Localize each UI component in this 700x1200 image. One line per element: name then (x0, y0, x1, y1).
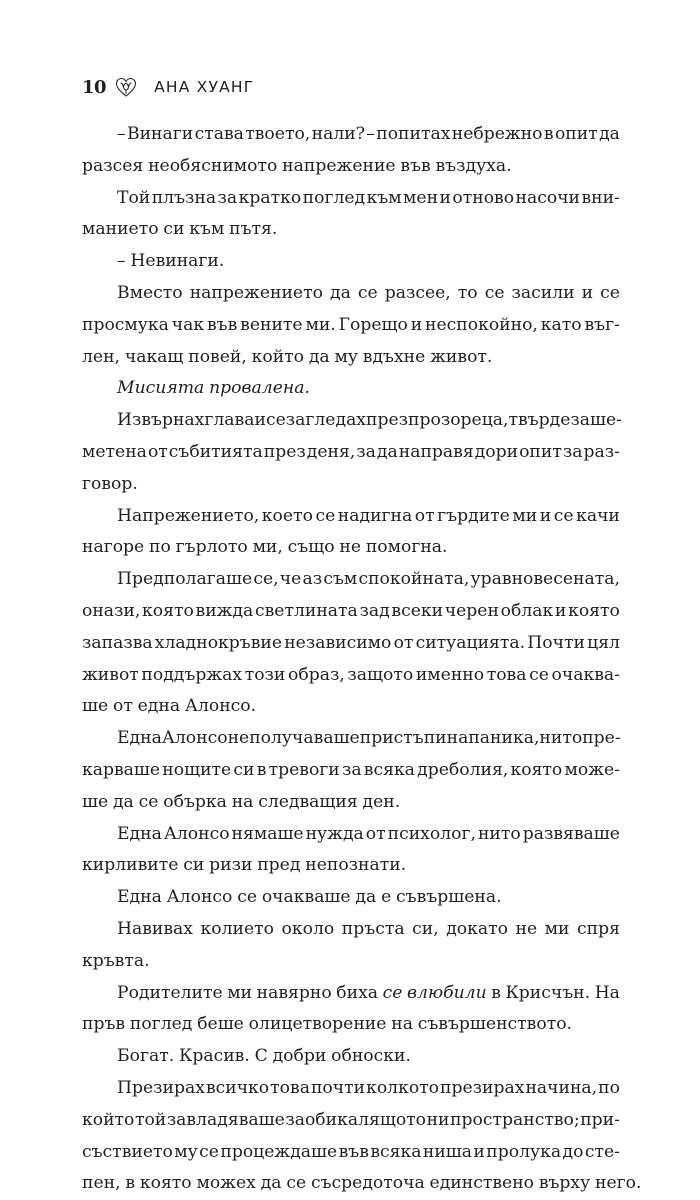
text-line: манието си към пътя. (82, 219, 278, 240)
text-line: ше от една Алонсо. (82, 696, 257, 717)
text-line: Родителите ми навярно биха се влюбили в Крисчън. На (117, 982, 620, 1003)
text-line: Една Алонсо се очакваше да е съвършена. (117, 887, 502, 908)
text-line: Той плъзна за кратко поглед към мен и отново насочи вни- (117, 187, 620, 208)
text-line: кръвта. (82, 950, 150, 971)
text-line: – Невинаги. (117, 251, 225, 272)
text-line: лен, чакащ повей, който да му вдъхне живот. (82, 346, 493, 367)
text-line: – Винаги става твоето, нали? – попитах небрежно в опит да (117, 124, 620, 144)
text-line: Напрежението, което се надигна от гърдите ми и се качи (117, 505, 620, 526)
text-line: метена от събитията през деня, за да направя дори опит за раз- (82, 441, 620, 462)
text-line: Презирах всичко това почти колкото презирах начина, по (117, 1077, 620, 1098)
text-line: Една Алонсо не получаваше пристъпи на паника, нито пре- (117, 728, 621, 749)
text-line: кирливите си ризи пред непознати. (82, 855, 407, 876)
text-line: Мисията провалена. (117, 378, 310, 399)
text-line: говор. (82, 473, 138, 494)
text-line: Богат. Красив. С добри обноски. (117, 1046, 411, 1067)
text-line: който той завладяваше заобикалящото ни пространство; при- (82, 1109, 620, 1130)
text-line: живот поддържах този образ, защото именно това се очаква- (82, 664, 620, 685)
running-head: АНА ХУАНГ (154, 78, 255, 96)
page-header (82, 73, 254, 101)
text-line: Извърнах глава и се загледах през прозореца, твърде заше- (117, 410, 622, 431)
text-line: запазва хладнокръвие независимо от ситуацията. Почти цял (82, 632, 620, 653)
text-line: Предполагаше се, че аз съм спокойната, уравновесената, (117, 569, 620, 590)
text-line: Вместо напрежението да се разсее, то се засили и се (117, 282, 620, 303)
page-number: 10 (82, 76, 107, 98)
text-line: карваше нощите си в тревоги за всяка дреболия, която може- (82, 759, 620, 780)
text-line: разсея необяснимото напрежение във въздуха. (82, 155, 512, 176)
text-line: съствието му се процеждаше във всяка ниша и пролука до сте- (82, 1141, 620, 1162)
body-text (82, 119, 642, 1200)
text-line: просмука чак във вените ми. Горещо и неспокойно, като въг- (82, 314, 620, 335)
text-line: Една Алонсо нямаше нужда от психолог, нито развяваше (117, 823, 620, 844)
text-line: пръв поглед беше олицетворение на съвършенството. (82, 1014, 573, 1035)
heart-ornament-icon (114, 75, 138, 99)
text-line: онази, която вижда светлината зад всеки черен облак и която (82, 600, 620, 621)
text-line: нагоре по гърлото ми, също не помогна. (82, 537, 448, 558)
text-line: пен, в която можех да се съсредоточа единствено върху него. (82, 1173, 642, 1194)
text-line: Навивах колието около пръста си, докато не ми спря (117, 918, 620, 939)
text-line: ше да се обърка на следващия ден. (82, 791, 401, 812)
